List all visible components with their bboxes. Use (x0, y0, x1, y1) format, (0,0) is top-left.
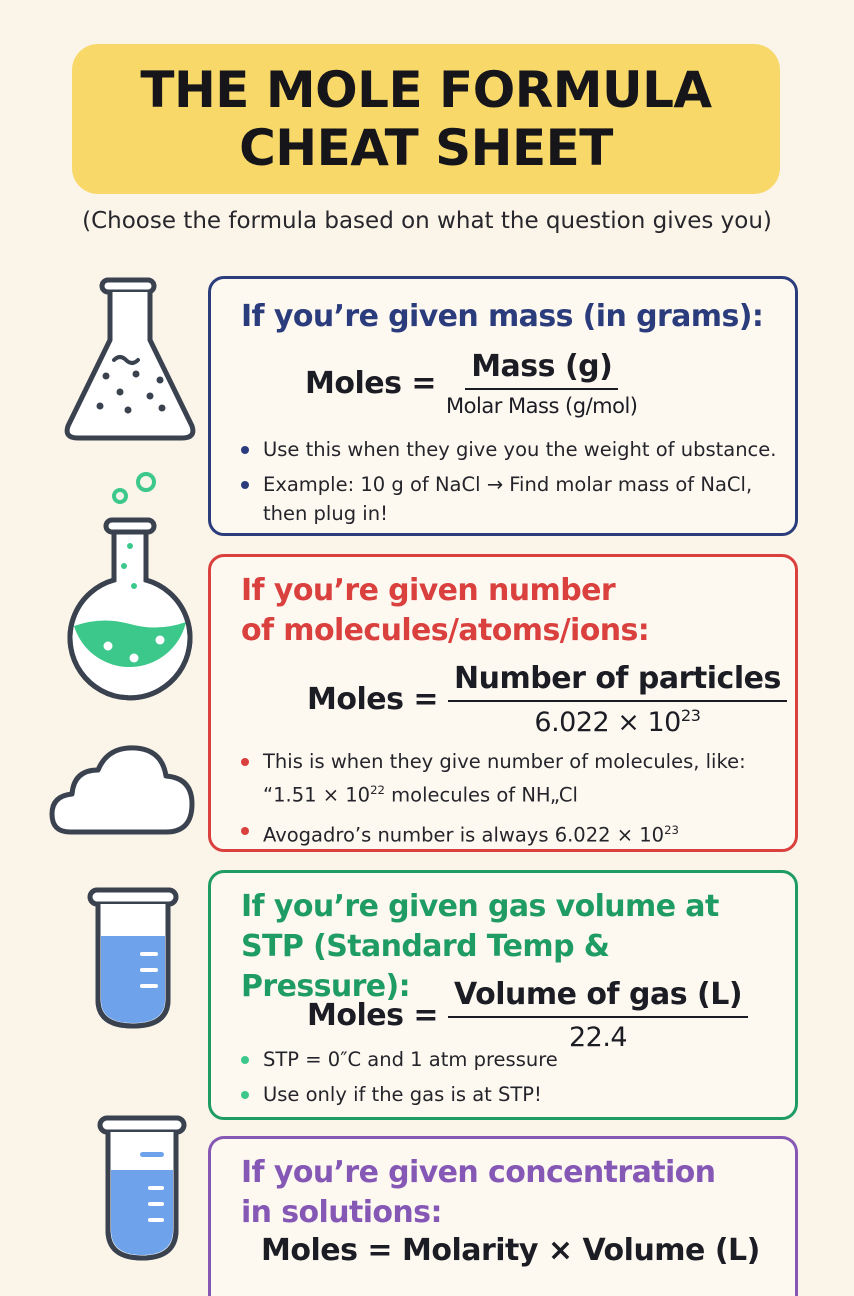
card-mass (208, 276, 798, 536)
formula-lhs: Moles = (307, 682, 439, 717)
test-tube-icon-gas (84, 886, 184, 1032)
bullet: Use only if the gas is at STP! (239, 1080, 783, 1109)
subtitle: (Choose the formula based on what the question gives you) (82, 208, 772, 234)
solution-formula: Moles = Molarity × Volume (L) (261, 1233, 760, 1268)
cloud-icon (48, 740, 198, 840)
round-flask-icon (62, 468, 198, 708)
particles-bullets (239, 747, 783, 855)
denominator: Molar Mass (g/mol) (446, 394, 638, 418)
bullet: This is when they give number of molecules, like: “$1.51 \times 10^{22}$ molecules of NH„Cl (239, 747, 783, 810)
fraction (448, 977, 748, 1053)
mass-formula (305, 349, 638, 418)
test-tube-icon-solution (96, 1114, 192, 1264)
particles-formula (307, 661, 787, 738)
gas-bullets (239, 1045, 783, 1115)
bullet: Avogadro’s number is always $6.022 \times 10^{23}$ (239, 816, 783, 850)
card-particles-heading: If you’re given number of molecules/atoms/ions: (241, 573, 650, 648)
fraction (446, 349, 637, 418)
bullet: STP = 0″C and 1 atm pressure (239, 1045, 783, 1074)
card-gas (208, 870, 798, 1120)
fraction (448, 661, 787, 738)
bullet: Use this when they give you the weight of ubstance. (239, 435, 783, 464)
card-gas-heading: If you’re given gas volume at STP (Standard Temp & Pressure): (241, 889, 719, 1004)
numerator: Mass (g) (465, 349, 618, 390)
denominator: 22.4 (568, 1022, 628, 1053)
title-banner (72, 44, 780, 194)
gas-formula (307, 977, 748, 1053)
card-mass-heading: If you’re given mass (in grams): (241, 299, 764, 334)
numerator: Number of particles (448, 661, 787, 702)
card-solution (208, 1136, 798, 1296)
title-line-1: THE MOLE FORMULA (140, 61, 712, 119)
title-line-2: CHEAT SHEET (239, 119, 613, 177)
card-solution-heading: If you’re given concentration in solutions: (241, 1155, 716, 1230)
denominator: $6.022 \times 10^{23}$ (534, 706, 701, 738)
conical-flask-icon (62, 276, 198, 446)
card-particles (208, 554, 798, 852)
formula-lhs: Moles = (307, 997, 439, 1033)
numerator: Volume of gas (L) (448, 977, 748, 1018)
mass-bullets (239, 435, 783, 534)
bullet: Example: 10 g of NaCl → Find molar mass of NaCl, then plug in! (239, 470, 783, 528)
formula-lhs: Moles = (305, 366, 437, 401)
